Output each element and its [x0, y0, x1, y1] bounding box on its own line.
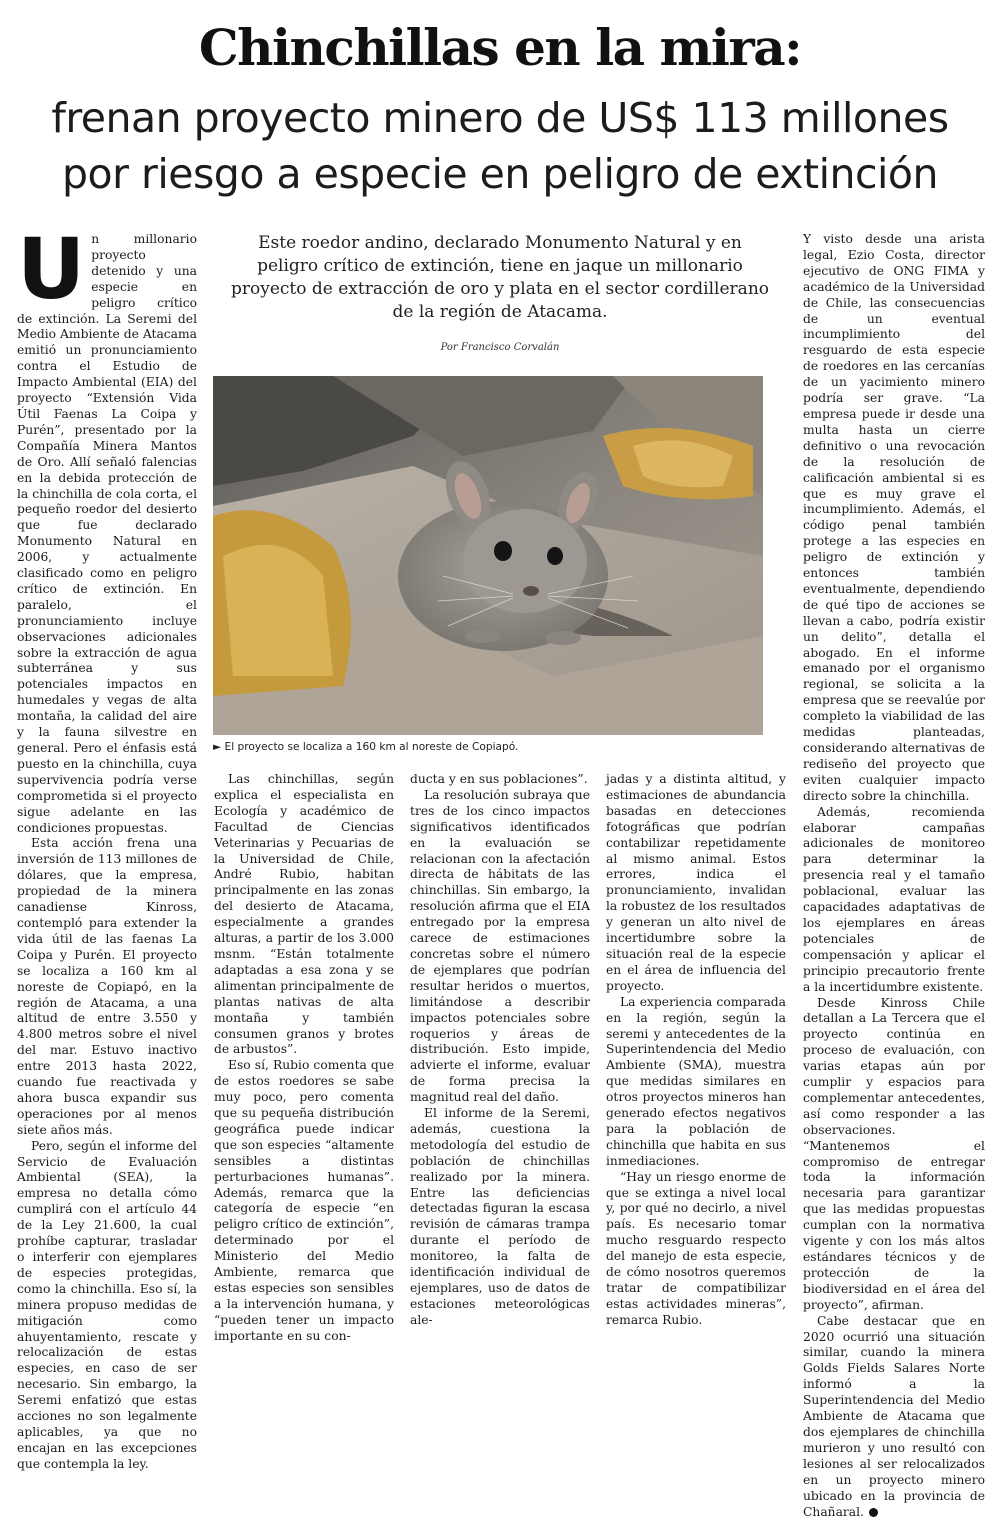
paragraph: El informe de la Seremi, además, cuestiona la metodología del estudio de población de chinchillas realizado por la minera. Entre las deficiencias detectadas figuran la escasa revisión de cámaras trampa durante el período de monitoreo, la falta de identificación individual de ejemplares, uso de datos de estaciones meteorológicas ale-	[410, 1106, 590, 1327]
headline: Chinchillas en la mira:	[198, 18, 802, 77]
end-of-article-icon	[869, 1508, 878, 1517]
paragraph: Esta acción frena una inversión de 113 millones de dólares, que la empresa, propiedad de la minera canadiense Kinross, contempló para extender la vida útil de las faenas La Coipa y Purén. El proyecto se localiza a 160 km al noreste de Copiapó, en la región de Atacama, a una altitud de entre 3.550 y 4.800 metros sobre el nivel del mar. Estuvo inactivo entre 2013 hasta 2022, cuando fue reactivada y ahora busca expandir sus operaciones por al menos siete años más.	[17, 836, 197, 1137]
subhead-line-2: por riesgo a especie en peligro de extinción	[61, 150, 939, 198]
drop-cap: U	[17, 220, 86, 318]
article-column-2	[214, 772, 394, 1345]
paragraph: jadas y a distinta altitud, y estimaciones de abundancia basadas en detecciones fotográficas que podrían contabilizar repetidamente al mismo animal. Estos errores, indica el pronunciamiento, invalidan la robustez de los resultados y generan un alto nivel de incertidumbre sobre la situación real de la especie en el área de influencia del proyecto.	[606, 772, 786, 993]
chinchilla-photo	[213, 376, 763, 735]
paragraph: Las chinchillas, según explica el especialista en Ecología y académico de Facultad de Ciencias Veterinarias y Pecuarias de la Universidad de Chile, André Rubio, habitan principalmente en las zonas del desierto de Atacama, especialmente a grandes alturas, a partir de los 3.000 msnm. “Están totalmente adaptadas a esa zona y se alimentan principalmente de plantas nativas de alta montaña y también consumen granos y brotes de arbustos”.	[214, 772, 394, 1057]
paragraph: Y visto desde una arista legal, Ezio Costa, director ejecutivo de ONG FIMA y académico de la Universidad de Chile, las consecuencias de un eventual incumplimiento del resguardo de esta especie de roedores en las cercanías de un yacimiento minero podría ser grave. “La empresa puede ir desde una multa hasta un cierre definitivo o una revocación de la resolución de calificación ambiental si es que es muy grave el incumplimiento. Además, el código penal también protege a las especies en peligro de extinción y entonces también eventualmente, dependiendo de qué tipo de acciones se llevan a cabo, podría existir un delito”, detalla el abogado. En el informe emanado por el organismo regional, se solicita a la empresa que se reevalúe por completo la viabilidad de las medidas planteadas, considerando alternativas de rediseño del proyecto que eviten cualquier impacto directo sobre la chinchilla.	[803, 232, 985, 803]
paragraph: Además, recomienda elaborar campañas adicionales de monitoreo para determinar la presencia real y el tamaño poblacional, evaluar las capacidades adaptativas de los ejemplares en áreas potenciales de compensación y aplicar el principio precautorio frente a la incertidumbre existente.	[803, 804, 985, 994]
photo-caption: ► El proyecto se localiza a 160 km al noreste de Copiapó.	[213, 741, 519, 753]
paragraph: Cabe destacar que en 2020 ocurrió una situación similar, cuando la minera Golds Fields Salares Norte informó a la Superintendencia del Medio Ambiente de Atacama que dos ejemplares de chinchilla murieron y uno resultó con lesiones al ser relocalizados en un proyecto minero ubicado en la provincia de Chañaral.	[803, 1313, 985, 1519]
article-column-1	[17, 220, 197, 1473]
article-column-4	[606, 772, 786, 1329]
paragraph: La experiencia comparada en la región, según la seremi y antecedentes de la Superintendencia del Medio Ambiente (SMA), muestra que medidas similares en otros proyectos mineros han generado efectos negativos para la población de chinchilla que habita en sus inmediaciones.	[606, 994, 786, 1168]
paragraph: Eso sí, Rubio comenta que de estos roedores se sabe muy poco, pero comenta que su pequeña distribución geográfica puede indicar que son especies “altamente sensibles a distintas perturbaciones humanas”. Además, remarca que la categoría de especie “en peligro crítico de extinción”, determinado por el Ministerio del Medio Ambiente, remarca que estas especies son sensibles a la intervención humana, y “pueden tener un impacto importante en su con-	[214, 1058, 394, 1343]
paragraph: Un millonario proyecto detenido y una especie en peligro crítico de extinción. La Seremi del Medio Ambiente de Atacama emitió un pronunciamiento contra el Estudio de Impacto Ambiental (EIA) del proyecto “Extensión Vida Útil Faenas La Coipa y Purén”, presentado por la Compañía Minera Mantos de Oro. Allí señaló falencias en la debida protección de la chinchilla de cola corta, el pequeño roedor del desierto que fue declarado Monumento Natural en 2006, y actualmente clasificado como en peligro crítico de extinción. En paralelo, el pronunciamiento incluye observaciones adicionales sobre la extracción de agua subterránea y sus potenciales impactos en humedales y vegas de alta montaña, la calidad del aire y la fauna silvestre en general. Pero el énfasis está puesto en la chinchilla, cuya supervivencia podría verse comprometida si el proyecto sigue adelante en las condiciones propuestas.	[17, 220, 197, 835]
paragraph: Pero, según el informe del Servicio de Evaluación Ambiental (SEA), la empresa no detalla cómo cumplirá con el artículo 44 de la Ley 21.600, la cual prohíbe capturar, trasladar o interferir con ejemplares de especies protegidas, como la chinchilla. Eso sí, la minera propuso medidas de mitigación como ahuyentamiento, rescate y relocalización de estas especies, en caso de ser necesario. Sin embargo, la Seremi enfatizó que estas acciones no son legalmente aplicables, ya que no encajan en las excepciones que contempla la ley.	[17, 1138, 197, 1471]
paragraph: “Hay un riesgo enorme de que se extinga a nivel local y, por qué no decirlo, a nivel país. Es necesario tomar mucho resguardo respecto del manejo de esta especie, de cómo nosotros queremos tratar de compatibilizar estas actividades mineras”, remarca Rubio.	[606, 1169, 786, 1327]
article-column-5	[803, 232, 985, 1520]
byline: Por Francisco Corvalán	[440, 342, 560, 353]
article-column-3	[410, 772, 590, 1329]
paragraph: Desde Kinross Chile detallan a La Tercera que el proyecto continúa en proceso de evaluación, con varias etapas aún por cumplir y espacios para complementar antecedentes, así como responder a las observaciones. “Mantenemos el compromiso de entregar toda la información necesaria para garantizar que las medidas propuestas cumplan con la normativa vigente y con los más altos estándares técnicos y de protección de la biodiversidad en el área del proyecto”, afirman.	[803, 995, 985, 1312]
subhead-line-1: frenan proyecto minero de US$ 113 millones	[51, 94, 949, 142]
paragraph: La resolución subraya que tres de los cinco impactos significativos identificados en la evaluación se relacionan con la afectación directa de hábitats de las chinchillas. Sin embargo, la resolución afirma que el EIA entregado por la empresa carece de estimaciones concretas sobre el número de ejemplares que podrían resultar heridos o muertos, limitándose a describir impactos potenciales sobre roquerios y áreas de distribución. Esto impide, advierte el informe, evaluar de forma precisa la magnitud real del daño.	[410, 787, 590, 1105]
paragraph: ducta y en sus poblaciones”.	[410, 772, 588, 786]
article-deck: Este roedor andino, declarado Monumento Natural y en peligro crítico de extinción, tiene en jaque un millonario proyecto de extracción de oro y plata en el sector cordillerano de la región de Atacama.	[230, 233, 770, 322]
